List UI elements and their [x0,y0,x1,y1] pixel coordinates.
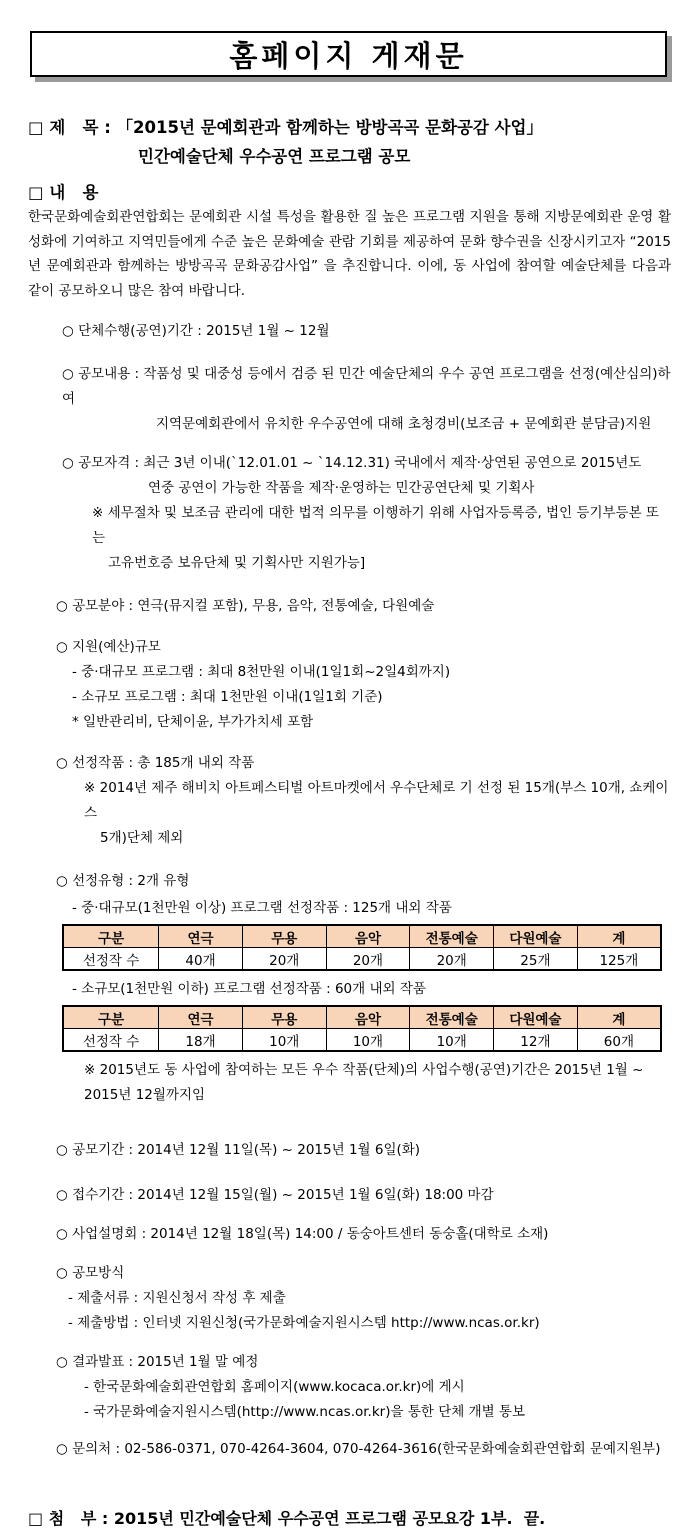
line-eligibility-2: 연중 공연이 가능한 작품을 제작·운영하는 민간공연단체 및 기획사 [148,480,535,496]
content-section-label: □ 내 용 [28,183,99,202]
table-header-row [63,925,661,948]
line-budget-note: * 일반관리비, 단체이윤, 부가가치세 포함 [72,714,314,730]
row-label-cell: 선정작 수 [63,1029,159,1052]
value-cell: 125개 [577,948,661,971]
line-budget-title: ○ 지원(예산)규모 [56,639,161,655]
line-method-submission: - 제출방법 : 인터넷 지원신청(국가문화예술지원시스템 http://www.ncas.or.kr) [68,1315,540,1331]
value-cell: 12개 [494,1029,578,1052]
value-cell: 40개 [159,948,243,971]
line-tables-note: ※ 2015년도 동 사업에 참여하는 모든 우수 작품(단체)의 사업수행(공연)기간은 2015년 1월 ~ 2015년 12월까지임 [84,1062,648,1103]
header-cell: 구분 [63,1006,159,1029]
line-eligibility-note-2: 고유번호증 보유단체 및 기획사만 지원가능] [108,555,366,571]
line-call-content-2: 지역문예회관에서 유치한 우수공연에 대해 초청경비(보조금 + 문예회관 분담금)지원 [156,416,652,432]
header-cell: 전통예술 [410,1006,494,1029]
line-method-title: ○ 공모방식 [56,1265,125,1281]
header-cell: 구분 [63,925,159,948]
line-method-documents: - 제출서류 : 지원신청서 작성 후 제출 [68,1290,286,1306]
header-cell: 연극 [159,1006,243,1029]
value-cell: 60개 [577,1029,661,1052]
line-briefing-session: ○ 사업설명회 : 2014년 12월 18일(목) 14:00 / 동숭아트센터 동숭홀(대학로 소재) [56,1226,549,1242]
value-cell: 10개 [410,1029,494,1052]
value-cell: 18개 [159,1029,243,1052]
header-cell: 계 [577,1006,661,1029]
header-cell: 음악 [326,925,410,948]
line-selected-note-1: ※ 2014년 제주 해비치 아트페스티벌 아트마켓에서 우수단체로 기 선정 된 15개(부스 10개, 쇼케이스 [84,780,669,821]
value-cell: 20개 [242,948,326,971]
value-cell: 25개 [494,948,578,971]
line-result-title: ○ 결과발표 : 2015년 1월 말 예정 [56,1354,259,1370]
header-cell: 다원예술 [494,925,578,948]
header-cell: 무용 [242,1006,326,1029]
header-cell: 다원예술 [494,1006,578,1029]
table-large-caption: - 중·대규모(1천만원 이상) 프로그램 선정작품 : 125개 내외 작품 [72,900,452,916]
line-selected-works: ○ 선정작품 : 총 185개 내외 작품 [56,755,255,771]
page-title: 홈페이지 게재문 [229,38,468,73]
table-small-caption: - 소규모(1천만원 이하) 프로그램 선정작품 : 60개 내외 작품 [72,981,426,997]
subject-line-2: 민간예술단체 우수공연 프로그램 공모 [138,147,411,166]
header-cell: 무용 [242,925,326,948]
line-eligibility-1: ○ 공모자격 : 최근 3년 이내(`12.01.01 ~ `14.12.31) 국내에서 제작·상연된 공연으로 2015년도 [62,455,642,471]
line-genres: ○ 공모분야 : 연극(뮤지컬 포함), 무용, 음악, 전통예술, 다원예술 [56,598,435,614]
line-selected-note-2: 5개)단체 제외 [100,830,184,846]
line-budget-large: - 중·대규모 프로그램 : 최대 8천만원 이내(1일1회~2일4회까지) [72,664,451,680]
header-cell: 계 [577,925,661,948]
line-call-content-1: ○ 공모내용 : 작품성 및 대중성 등에서 검증 된 민간 예술단체의 우수 공연 프로그램을 선정(예산심의)하여 [62,366,671,407]
line-result-notify: - 국가문화예술지원시스템(http://www.ncas.or.kr)을 통한 단체 개별 통보 [84,1404,526,1420]
line-application-period: ○ 공모기간 : 2014년 12월 11일(목) ~ 2015년 1월 6일(화) [56,1142,421,1158]
line-receipt-period: ○ 접수기간 : 2014년 12월 15일(월) ~ 2015년 1월 6일(화) 18:00 마감 [56,1187,494,1203]
header-cell: 연극 [159,925,243,948]
line-contact: ○ 문의처 : 02-586-0371, 070-4264-3604, 070-4264-3616(한국문화예술회관연합회 문예지원부) [56,1441,661,1457]
table-row [63,948,661,971]
intro-paragraph: 한국문화예술회관연합회는 문예회관 시설 특성을 활용한 질 높은 프로그램 지원을 통해 지방문예회관 운영 활성화에 기여하고 지역민들에게 수준 높은 문화예술 관람 기회를 제공하여 문화 향수권을 신장시키고자 “2015년 문예회관과 함께하는 방방곡곡 문화공감사업” 을 추진합니다. 이에, 동 사업에 참여할 예술단체를 다음과 같이 공모하오니 많은 참여 바랍니다. [28,209,671,299]
table-header-row [63,1006,661,1029]
value-cell: 20개 [410,948,494,971]
title-banner [30,31,667,77]
row-label-cell: 선정작 수 [63,948,159,971]
line-performance-period: ○ 단체수행(공연)기간 : 2015년 1월 ~ 12월 [62,323,330,339]
value-cell: 20개 [326,948,410,971]
header-cell: 전통예술 [410,925,494,948]
selection-table-large [62,924,662,971]
line-result-website: - 한국문화예술회관연합회 홈페이지(www.kocaca.or.kr)에 게시 [84,1379,465,1395]
value-cell: 10개 [326,1029,410,1052]
subject-line-1: □ 제 목 : 「2015년 문예회관과 함께하는 방방곡곡 문화공감 사업」 [28,118,543,137]
line-selection-types: ○ 선정유형 : 2개 유형 [56,873,190,889]
header-cell: 음악 [326,1006,410,1029]
attachment-line: □ 첨 부 : 2015년 민간예술단체 우수공연 프로그램 공모요강 1부. 끝. [28,1509,546,1528]
line-eligibility-note-1: ※ 세무절차 및 보조금 관리에 대한 법적 의무를 이행하기 위해 사업자등록증, 법인 등기부등본 또는 [92,505,659,546]
line-budget-small: - 소규모 프로그램 : 최대 1천만원 이내(1일1회 기준) [72,689,383,705]
table-row [63,1029,661,1052]
value-cell: 10개 [242,1029,326,1052]
selection-table-small [62,1005,662,1052]
